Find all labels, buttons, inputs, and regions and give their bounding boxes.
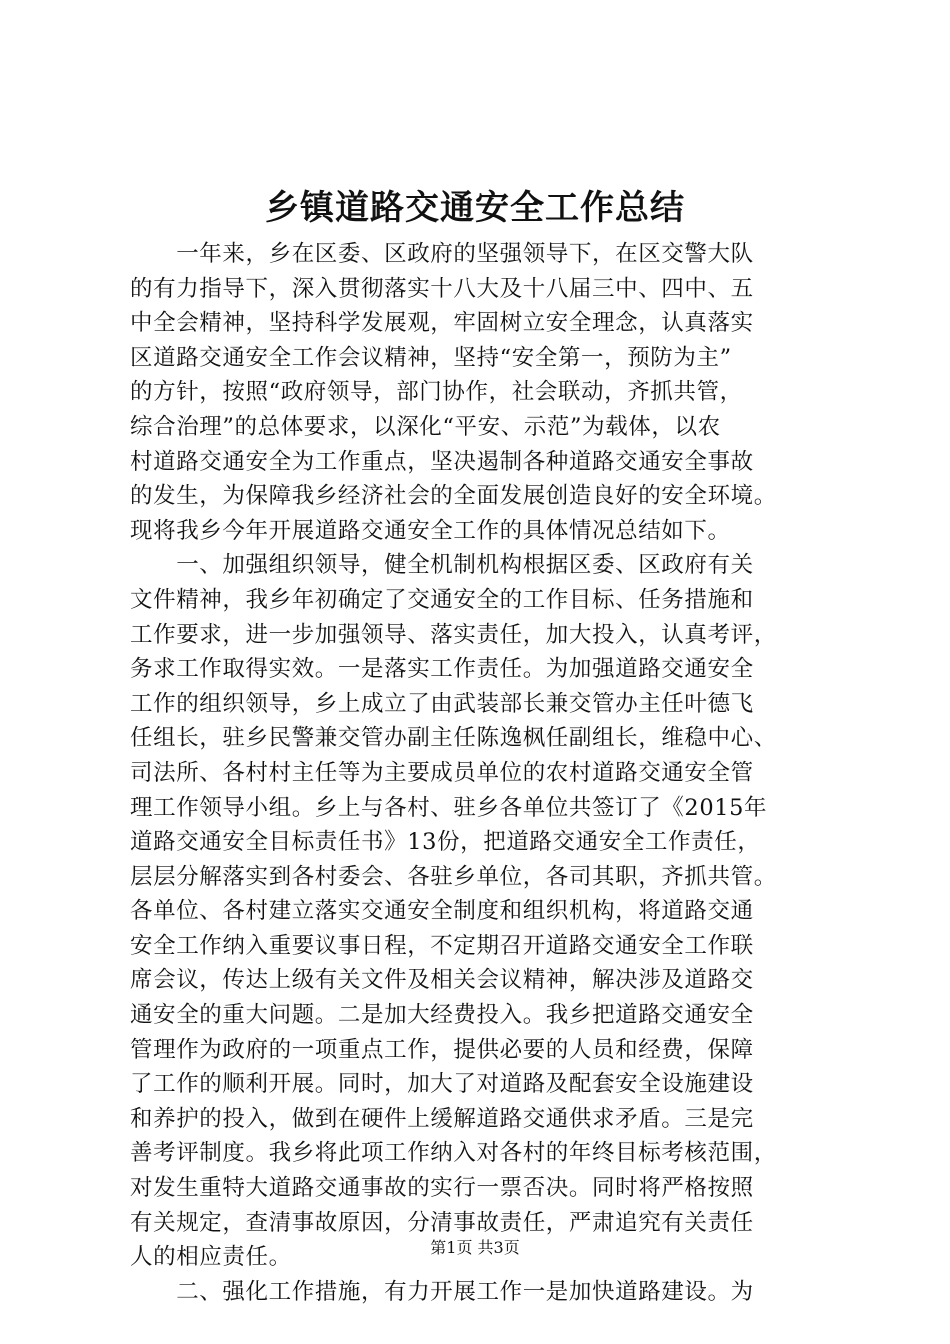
text-line: 司法所、各村村主任等为主要成员单位的农村道路交通安全管 [130,759,754,786]
text-line: 人的相应责任。 [130,1244,292,1271]
text-line: 安全工作纳入重要议事日程，不定期召开道路交通安全工作联 [130,932,754,959]
text-line: 村道路交通安全为工作重点，坚决遏制各种道路交通安全事故 [130,448,754,475]
text-line: 了工作的顺利开展。同时，加大了对道路及配套安全设施建设 [130,1071,754,1098]
text-line: 任组长，驻乡民警兼交管办副主任陈逸枫任副组长，维稳中心、 [130,725,777,752]
text-line: 善考评制度。我乡将此项工作纳入对各村的年终目标考核范围， [130,1140,777,1167]
text-line: 二、强化工作措施，有力开展工作一是加快道路建设。为 [130,1278,754,1305]
text-line: 管理作为政府的一项重点工作，提供必要的人员和经费，保障 [130,1036,754,1063]
text-line: 的有力指导下，深入贯彻落实十八大及十八届三中、四中、五 [130,275,754,302]
text-line: 区道路交通安全工作会议精神，坚持“安全第一，预防为主” [130,344,732,371]
text-line: 务求工作取得实效。一是落实工作责任。为加强道路交通安全 [130,656,754,683]
text-line: 通安全的重大问题。二是加大经费投入。我乡把道路交通安全 [130,1002,754,1029]
text-line: 对发生重特大道路交通事故的实行一票否决。同时将严格按照 [130,1175,754,1202]
text-line: 文件精神，我乡年初确定了交通安全的工作目标、任务措施和 [130,586,754,613]
text-line: 的方针，按照“政府领导，部门协作，社会联动，齐抓共管， [130,379,743,406]
text-line: 中全会精神，坚持科学发展观，牢固树立安全理念，认真落实 [130,310,754,337]
document-body [130,237,830,1309]
page-footer: 第1页 共3页 [430,1238,520,1257]
text-line: 综合治理”的总体要求，以深化“平安、示范”为载体，以农 [130,413,721,440]
text-line: 的发生，为保障我乡经济社会的全面发展创造良好的安全环境。 [130,483,777,510]
text-line: 层层分解落实到各村委会、各驻乡单位，各司其职，齐抓共管。 [130,863,777,890]
text-line: 理工作领导小组。乡上与各村、驻乡各单位共签订了《2015年 [130,794,768,821]
text-line: 各单位、各村建立落实交通安全制度和组织机构，将道路交通 [130,898,754,925]
text-line: 和养护的投入，做到在硬件上缓解道路交通供求矛盾。三是完 [130,1105,754,1132]
text-line: 道路交通安全目标责任书》13份，把道路交通安全工作责任， [130,829,761,856]
text-line: 工作的组织领导，乡上成立了由武装部长兼交管办主任叶德飞 [130,690,754,717]
text-line: 一年来，乡在区委、区政府的坚强领导下，在区交警大队 [130,241,754,267]
text-line: 有关规定，查清事故原因，分清事故责任，严肃追究有关责任 [130,1209,754,1236]
document-title: 乡镇道路交通安全工作总结 [265,188,685,228]
text-line: 一、加强组织领导，健全机制机构根据区委、区政府有关 [130,552,754,579]
text-line: 现将我乡今年开展道路交通安全工作的具体情况总结如下。 [130,517,731,544]
text-line: 工作要求，进一步加强领导、落实责任，加大投入，认真考评， [130,621,777,648]
text-line: 席会议，传达上级有关文件及相关会议精神，解决涉及道路交 [130,967,754,994]
